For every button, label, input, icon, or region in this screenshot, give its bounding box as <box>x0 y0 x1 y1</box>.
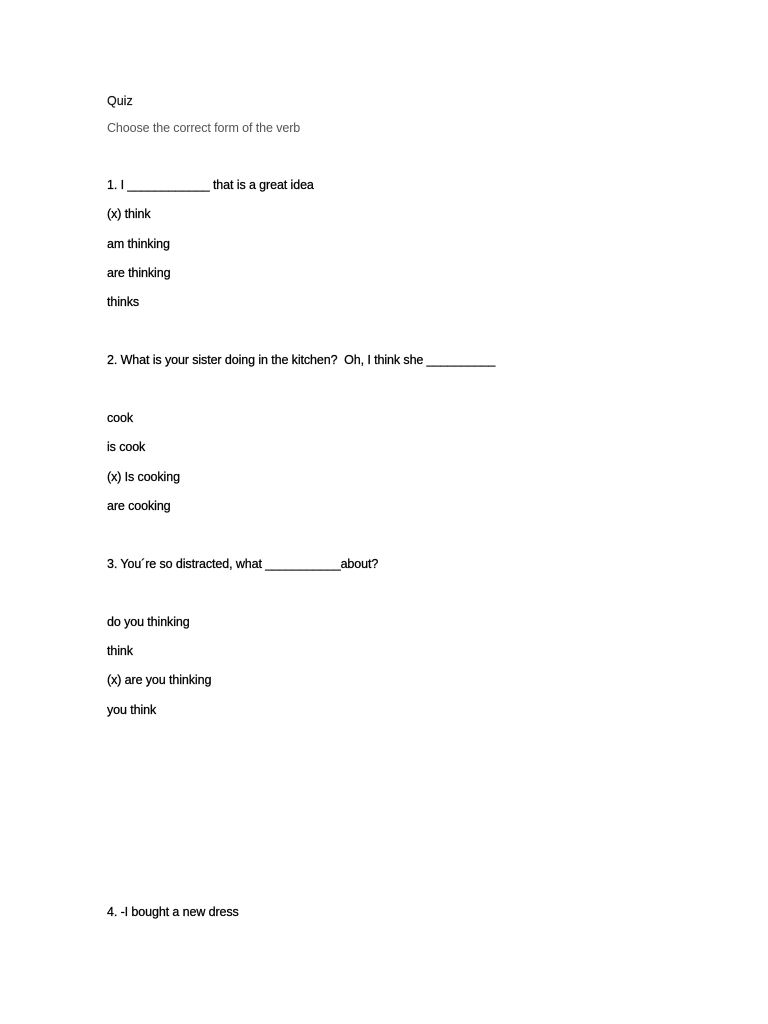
question-2-option-3: (x) Is cooking <box>107 470 180 484</box>
question-3-prompt: 3. You´re so distracted, what ___________about? <box>107 557 379 571</box>
question-1-option-4: thinks <box>107 295 140 309</box>
question-3-option-2: think <box>107 644 133 658</box>
question-2-option-4: are cooking <box>107 499 171 513</box>
question-1-prompt: 1. I ____________ that is a great idea <box>107 178 314 192</box>
question-2-option-1: cook <box>107 411 134 425</box>
question-1-option-1: (x) think <box>107 207 151 221</box>
question-4-prompt: 4. -I bought a new dress <box>107 905 239 919</box>
quiz-instructions: Choose the correct form of the verb <box>107 121 301 135</box>
question-2-option-2: is cook <box>107 440 146 454</box>
question-3-option-1: do you thinking <box>107 615 190 629</box>
question-1-option-2: am thinking <box>107 237 170 251</box>
question-3-option-3: (x) are you thinking <box>107 673 212 687</box>
question-3-option-4: you think <box>107 703 157 717</box>
question-2-prompt: 2. What is your sister doing in the kitchen? Oh, I think she __________ <box>107 353 496 367</box>
question-1-option-3: are thinking <box>107 266 171 280</box>
quiz-title: Quiz <box>107 94 133 108</box>
